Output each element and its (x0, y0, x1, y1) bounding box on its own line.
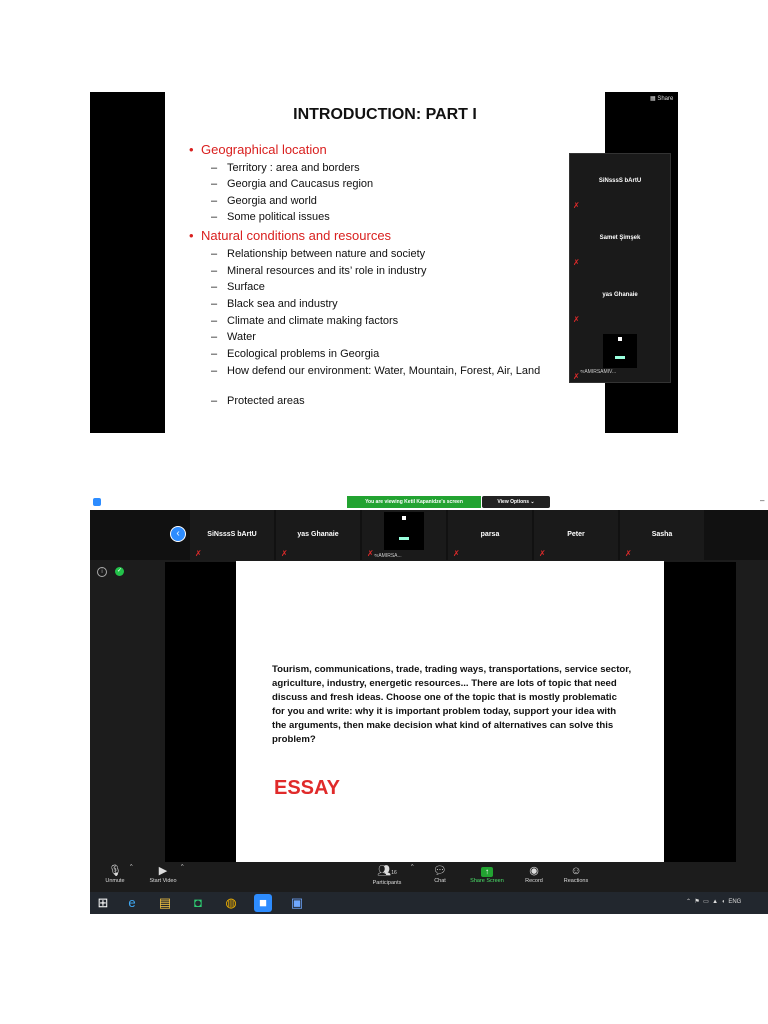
store-icon[interactable]: ◘ (194, 895, 202, 910)
participant-tile[interactable] (448, 510, 532, 560)
mic-muted-icon: ✗ (625, 549, 632, 558)
record-button[interactable] (520, 864, 548, 884)
participant-tile[interactable] (190, 510, 274, 560)
sub-item: – How defend our environment: Water, Mountain, Forest, Air, Land (211, 365, 557, 377)
sub-item-text: Black sea and industry (227, 298, 338, 310)
windows-start-icon[interactable]: ⊞ (97, 895, 109, 910)
sub-item: – Georgia and Caucasus region (211, 178, 374, 190)
zoom-app-icon[interactable]: ■ (254, 894, 272, 912)
sub-item: – Relationship between nature and society (211, 248, 426, 260)
minimize-button[interactable]: – (760, 496, 765, 505)
sub-item: – Mineral resources and its’ role in industry (211, 265, 427, 277)
participant-tile[interactable] (534, 510, 618, 560)
slide-title: INTRODUCTION: PART I (293, 106, 477, 123)
shared-screen-area (165, 562, 736, 862)
participant-tile[interactable] (570, 154, 670, 210)
reactions-button[interactable] (559, 864, 593, 884)
sub-item: – Some political issues (211, 211, 330, 223)
sub-item-text: Water (227, 331, 256, 343)
chevron-left-icon[interactable]: ‹ (170, 526, 186, 542)
mic-muted-icon: ✗ (367, 549, 374, 558)
participant-name: SiNsssS bArtU (598, 178, 642, 184)
sub-item-text: How defend our environment: Water, Mountain, Forest, Air, Land (227, 365, 541, 377)
start-video-label: Start Video (149, 878, 177, 884)
share-label: Share (657, 96, 674, 102)
file-explorer-icon[interactable]: ▤ (158, 895, 172, 910)
mic-muted-icon: ✗ (539, 549, 546, 558)
sub-item: – Territory : area and borders (211, 162, 360, 174)
video-thumbnail (603, 334, 637, 368)
participant-name: yas Ghanaie (297, 531, 339, 538)
viewing-screen-banner: You are viewing Ketil Kapanidze's screen (347, 496, 481, 508)
unmute-label: Unmute (105, 878, 125, 884)
sub-item-text: Surface (227, 281, 265, 293)
sub-item-text: Ecological problems in Georgia (227, 348, 380, 360)
shield-icon[interactable]: ✓ (116, 568, 123, 574)
shared-slide (165, 92, 605, 433)
sub-item: – Ecological problems in Georgia (211, 348, 380, 360)
reactions-icon: ☺︎ (570, 865, 582, 877)
mic-muted-icon: ✗ (573, 201, 580, 210)
sub-item: – Surface (211, 281, 265, 293)
participant-tile[interactable] (620, 510, 704, 560)
sub-item: – Water (211, 331, 256, 343)
audio-options-caret-icon[interactable]: ^ (130, 864, 133, 870)
participants-count: 16 (391, 870, 397, 876)
sub-item-text: Some political issues (227, 211, 330, 223)
mic-muted-icon: ✗ (573, 372, 580, 381)
sub-item-text: Climate and climate making factors (227, 315, 399, 327)
participants-button[interactable] (366, 864, 408, 886)
meeting-toolbar (90, 862, 768, 892)
screenshot-zoom-essay (90, 494, 768, 914)
sub-item-text: Georgia and world (227, 195, 317, 207)
bullet-geographical-location: • Geographical location (189, 142, 327, 157)
self-name: অAMIRSA... (374, 553, 402, 559)
chrome-icon[interactable]: ◍ (225, 895, 237, 910)
mic-muted-icon: ✗ (195, 549, 202, 558)
participant-name: SiNsssS bArtU (207, 531, 257, 538)
sub-item-text: Georgia and Caucasus region (227, 178, 374, 190)
mic-muted-icon: ✗ (453, 549, 460, 558)
sub-item-text: Territory : area and borders (227, 162, 360, 174)
sub-item-text: Mineral resources and its’ role in industry (227, 265, 427, 277)
video-options-caret-icon[interactable]: ^ (181, 864, 184, 870)
record-label: Record (525, 878, 543, 884)
chat-button[interactable] (428, 864, 452, 884)
shared-slide (236, 561, 664, 863)
language-indicator[interactable]: ENG (728, 899, 742, 905)
mic-muted-icon: ✗ (573, 315, 580, 324)
mic-muted-icon: ✗ (573, 258, 580, 267)
sub-item-text: Protected areas (227, 395, 305, 407)
sub-item-text: Relationship between nature and society (227, 248, 426, 260)
chat-icon: 💬︎ (433, 865, 447, 877)
record-icon: ◉ (529, 865, 539, 877)
participant-tile[interactable] (276, 510, 360, 560)
screenshot-slide-intro (90, 92, 678, 433)
participant-name: Samet Şimşek (599, 235, 641, 241)
system-tray: ⌃ ⚑ ▭ ▲ ◖ ENG (686, 899, 742, 905)
self-video-tile[interactable] (570, 325, 670, 381)
self-name: অAMIRSAMIV... (580, 369, 617, 375)
microphone-muted-icon: 🎙︎ (108, 865, 122, 877)
share-screen-button[interactable] (466, 864, 508, 884)
window-titlebar (90, 494, 768, 510)
reactions-label: Reactions (563, 878, 589, 884)
participant-name: Sasha (651, 531, 673, 538)
self-video-tile[interactable] (362, 510, 446, 560)
video-thumbnail (384, 512, 424, 550)
unmute-button[interactable] (102, 864, 128, 884)
participant-strip (90, 510, 768, 560)
participant-tile[interactable] (570, 268, 670, 324)
participants-icon: 👥︎16 (377, 865, 397, 877)
view-options-button[interactable]: View Options ⌄ (482, 496, 550, 508)
share-button[interactable]: ▦ Share (650, 96, 674, 102)
document-app-icon[interactable]: ▣ (290, 895, 304, 910)
participant-name: Peter (567, 531, 585, 538)
internet-explorer-icon[interactable]: e (128, 895, 136, 910)
bullet-label: Geographical location (201, 142, 327, 157)
sub-item: – Climate and climate making factors (211, 315, 399, 327)
participant-name: yas Ghanaie (602, 292, 638, 298)
sub-item: – Protected areas (211, 395, 305, 407)
info-icon[interactable]: i (97, 567, 107, 577)
participant-gallery (569, 153, 671, 383)
participants-label: Participants (372, 880, 402, 886)
bullet-natural-conditions: • Natural conditions and resources (189, 228, 392, 243)
sub-item: – Georgia and world (211, 195, 317, 207)
participant-tile[interactable] (570, 211, 670, 267)
zoom-logo-icon (93, 498, 101, 506)
mic-muted-icon: ✗ (281, 549, 288, 558)
windows-taskbar (90, 892, 768, 914)
share-screen-label: Share Screen (470, 878, 504, 884)
participants-options-caret-icon[interactable]: ^ (411, 864, 414, 870)
essay-title: ESSAY (274, 777, 340, 799)
participant-name: parsa (480, 531, 500, 538)
essay-prompt: Tourism, communications, trade, trading ways, transportations, service sector, agriculture, industry, energetic resources... There are lots of topic that need discuss and fresh ideas. Choose one of the topic that is mostly problematic for you and write: why it is important problem today, support your idea with the arguments, then make decision what kind of alternatives can solve this problem? (272, 664, 632, 745)
share-screen-icon: ↑ (466, 864, 508, 878)
sub-item: – Black sea and industry (211, 298, 338, 310)
bullet-label: Natural conditions and resources (201, 228, 392, 243)
start-video-button[interactable] (146, 864, 180, 884)
video-off-icon: ▶︎ (158, 865, 168, 877)
chat-label: Chat (434, 878, 446, 884)
